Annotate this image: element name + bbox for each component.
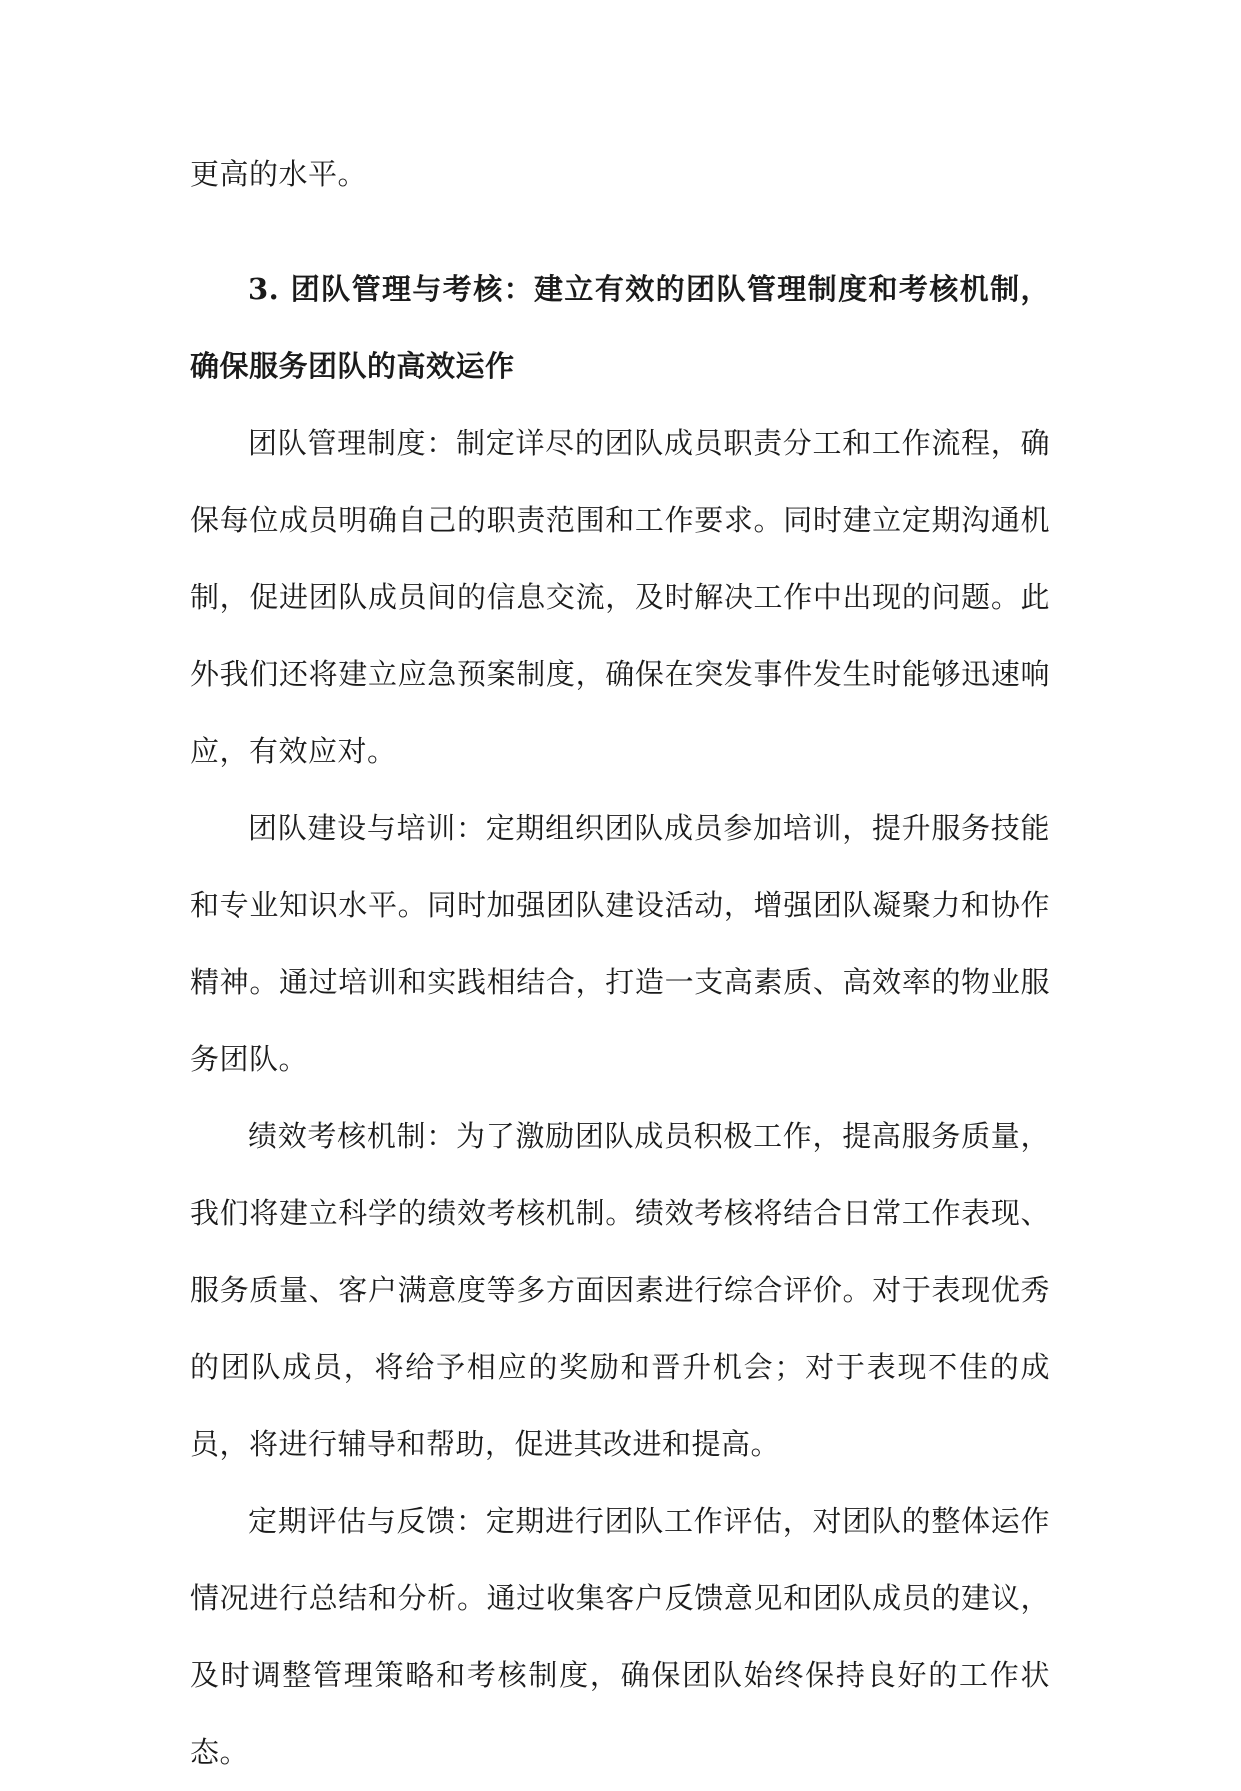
continuation-text: 更高的水平。 bbox=[190, 157, 368, 191]
document-body bbox=[190, 136, 1050, 1791]
paragraph-team-management: 团队管理制度：制定详尽的团队成员职责分工和工作流程，确保每位成员明确自己的职责范围和工作要求。同时建立定期沟通机制，促进团队成员间的信息交流，及时解决工作中出现的问题。此外我们还将建立应急预案制度，确保在突发事件发生时能够迅速响应，有效应对。 bbox=[190, 426, 1050, 768]
section-heading: 3. 团队管理与考核：建立有效的团队管理制度和考核机制，确保服务团队的高效运作 bbox=[190, 272, 1050, 383]
paragraph-performance-review: 绩效考核机制：为了激励团队成员积极工作，提高服务质量，我们将建立科学的绩效考核机制。绩效考核将结合日常工作表现、服务质量、客户满意度等多方面因素进行综合评价。对于表现优秀的团队成员，将给予相应的奖励和晋升机会；对于表现不佳的成员，将进行辅导和帮助，促进其改进和提高。 bbox=[190, 1119, 1050, 1461]
paragraph-evaluation-feedback: 定期评估与反馈：定期进行团队工作评估，对团队的整体运作情况进行总结和分析。通过收集客户反馈意见和团队成员的建议，及时调整管理策略和考核制度，确保团队始终保持良好的工作状态。 bbox=[190, 1504, 1050, 1769]
paragraph-team-training: 团队建设与培训：定期组织团队成员参加培训，提升服务技能和专业知识水平。同时加强团队建设活动，增强团队凝聚力和协作精神。通过培训和实践相结合，打造一支高素质、高效率的物业服务团队。 bbox=[190, 811, 1050, 1076]
